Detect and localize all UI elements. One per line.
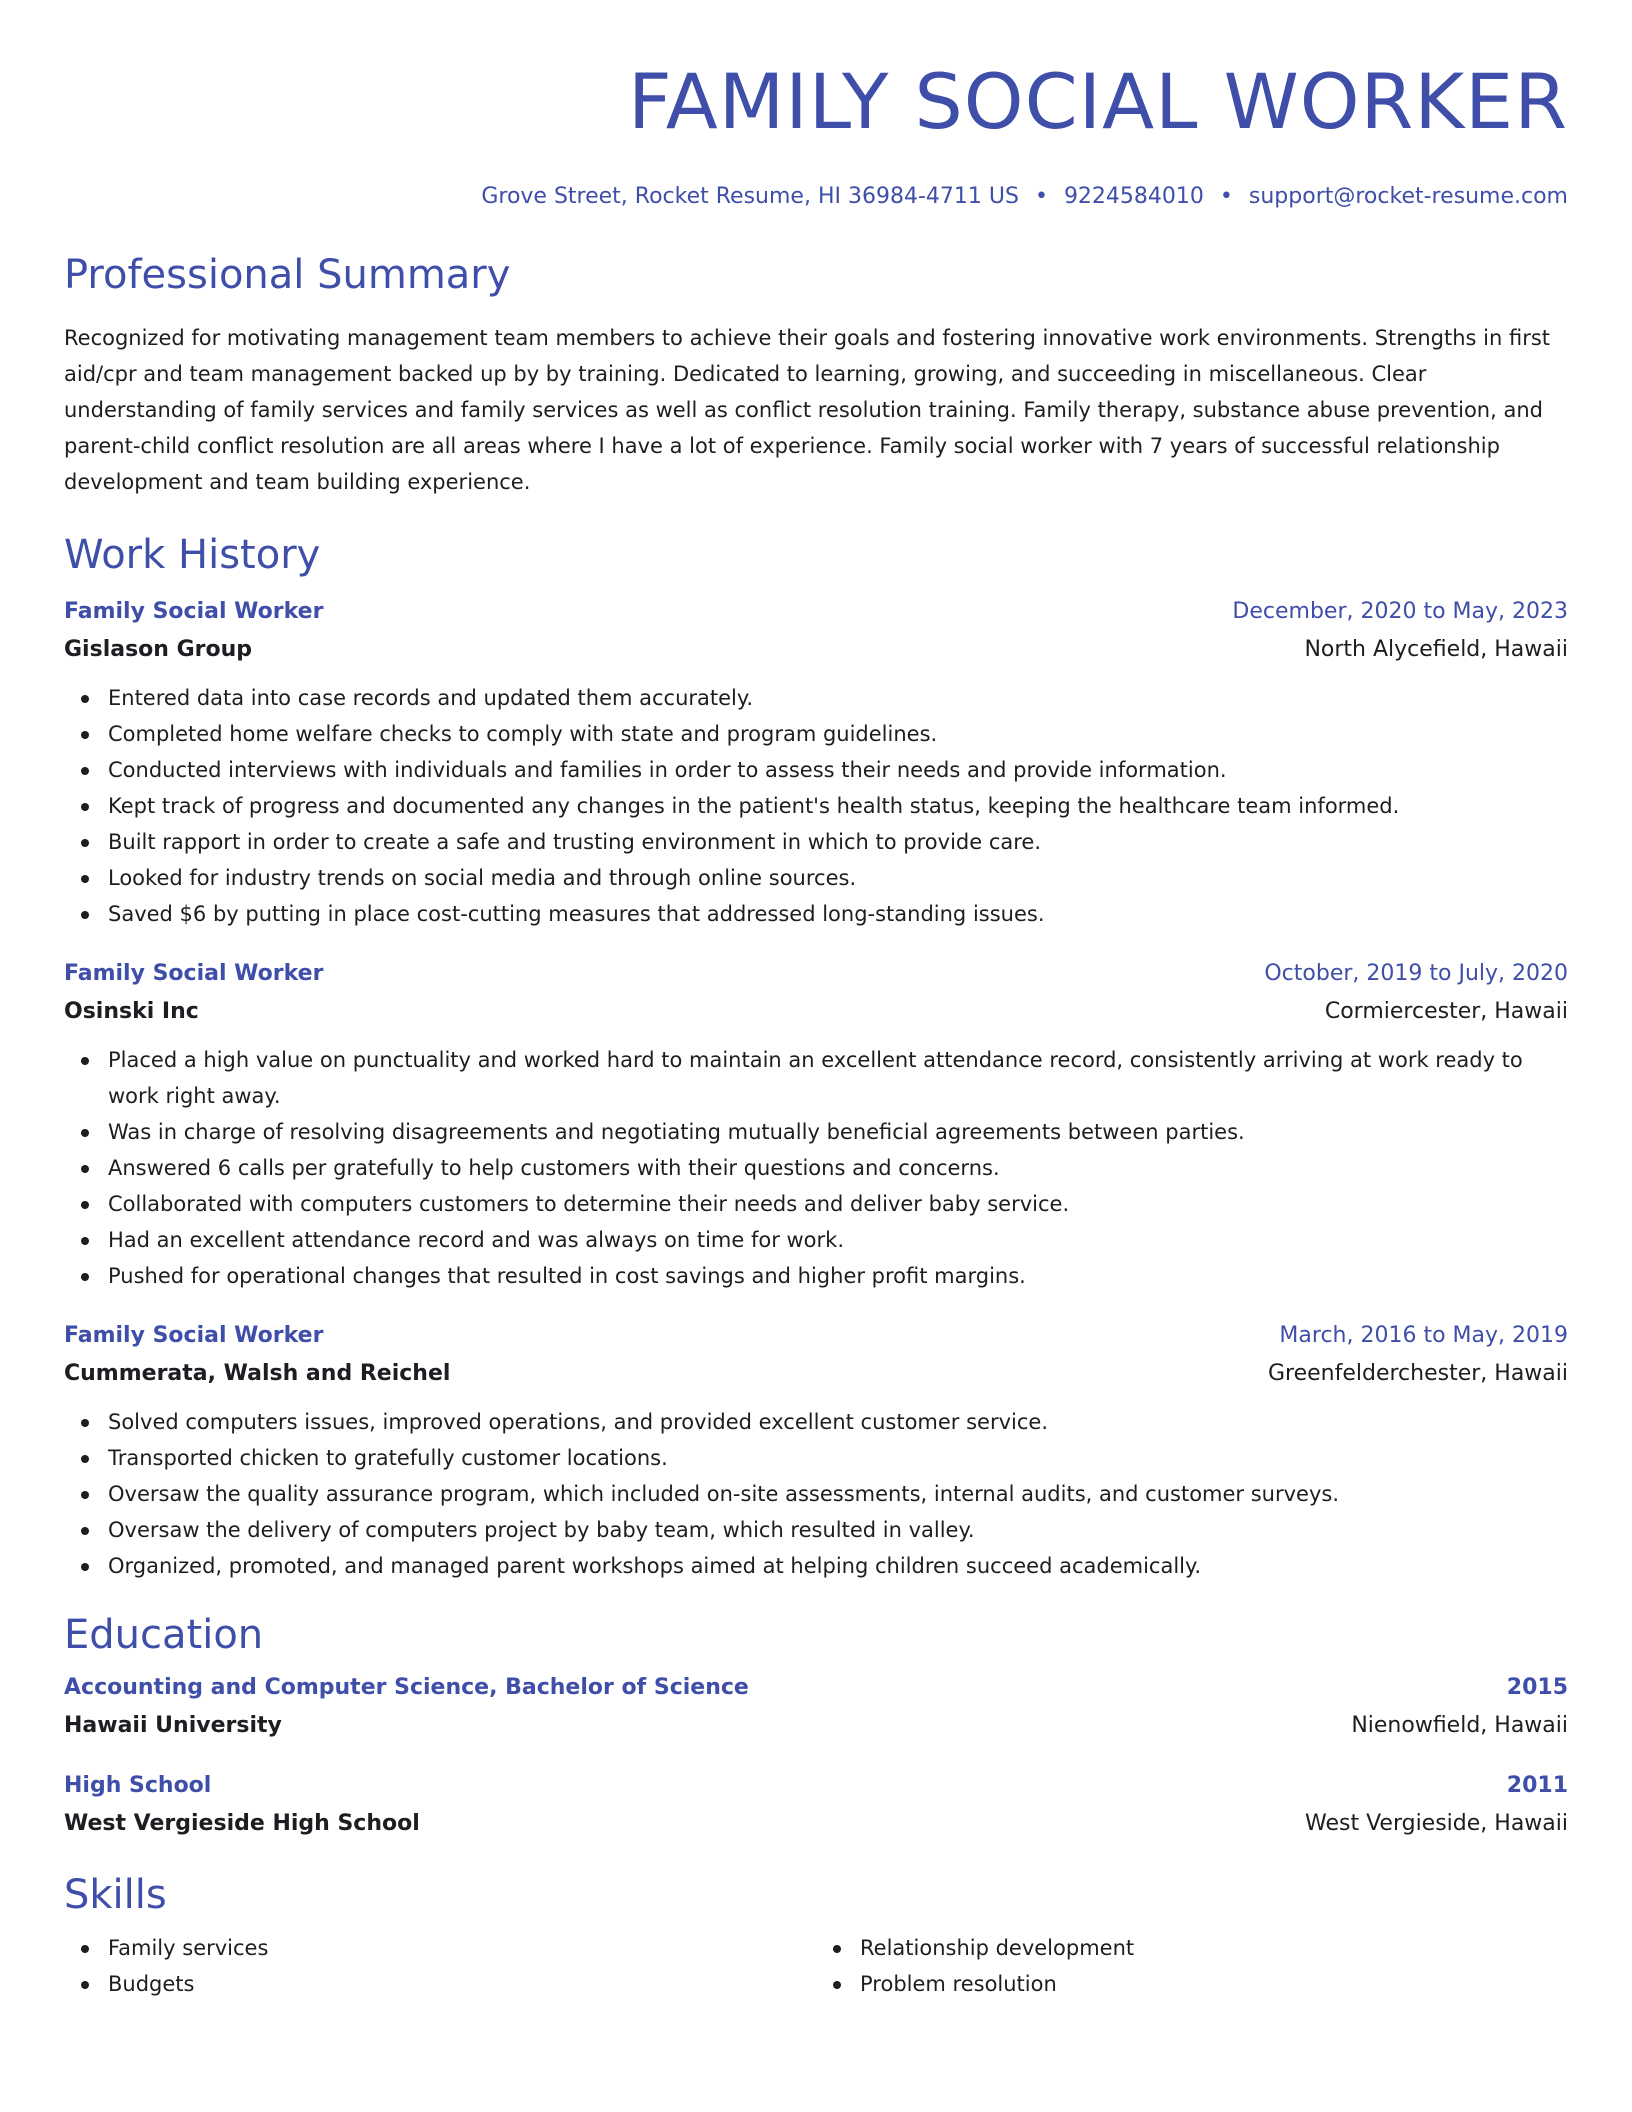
skills-heading: Skills [64,1872,167,1918]
education-school: Hawaii University [64,1713,282,1738]
contact-email[interactable]: support@rocket-resume.com [1248,184,1568,209]
education-entry [64,1768,1568,1844]
skills-column-left [64,1930,816,2002]
education-heading: Education [64,1612,264,1658]
education-degree: High School [64,1773,212,1798]
skill-item: Relationship development [860,1930,1568,1966]
job-entry [64,594,1568,932]
education-school: West Vergieside High School [64,1811,420,1836]
job-location: North Alycefield, Hawaii [1304,637,1568,662]
job-company: Cummerata, Walsh and Reichel [64,1361,451,1386]
bullet-item: Answered 6 calls per gratefully to help customers with their questions and concerns. [108,1150,1568,1186]
separator-dot: • [1219,184,1233,209]
job-dates: October, 2019 to July, 2020 [1264,961,1568,986]
bullet-item: Placed a high value on punctuality and worked hard to maintain an excellent attendance record, consistently arriving at work ready to work right away. [108,1042,1568,1114]
job-dates: March, 2016 to May, 2019 [1279,1323,1568,1348]
job-dates: December, 2020 to May, 2023 [1232,599,1568,624]
job-bullets [64,1404,1568,1584]
bullet-item: Collaborated with computers customers to determine their needs and deliver baby service. [108,1186,1568,1222]
job-company: Osinski Inc [64,999,199,1024]
job-location: Greenfelderchester, Hawaii [1267,1361,1568,1386]
job-location: Cormiercester, Hawaii [1324,999,1568,1024]
education-year: 2011 [1506,1773,1568,1798]
summary-text: Recognized for motivating management team members to achieve their goals and fostering innovative work environments. Strengths in first aid/cpr and team management backed up by by training. Dedicated to learning, growing, and succeeding in miscellaneous. Clear understanding of family services and family services as well as conflict resolution training. Family therapy, substance abuse prevention, and parent-child conflict resolution are all areas where I have a lot of experience. Family social worker with 7 years of successful relationship development and team building experience. [64,326,1551,494]
bullet-item: Conducted interviews with individuals and families in order to assess their needs and provide information. [108,752,1568,788]
skill-item: Family services [108,1930,816,1966]
job-bullets [64,680,1568,932]
bullet-item: Had an excellent attendance record and was always on time for work. [108,1222,1568,1258]
bullet-item: Oversaw the delivery of computers project by baby team, which resulted in valley. [108,1512,1568,1548]
job-role: Family Social Worker [64,599,324,624]
bullet-item: Transported chicken to gratefully customer locations. [108,1440,1568,1476]
bullet-item: Entered data into case records and updated them accurately. [108,680,1568,716]
bullet-item: Saved $6 by putting in place cost-cutting measures that addressed long-standing issues. [108,896,1568,932]
education-location: West Vergieside, Hawaii [1304,1811,1568,1836]
bullet-item: Kept track of progress and documented any changes in the patient's health status, keeping the healthcare team informed. [108,788,1568,824]
job-entry [64,1318,1568,1584]
bullet-item: Pushed for operational changes that resulted in cost savings and higher profit margins. [108,1258,1568,1294]
contact-address: Grove Street, Rocket Resume, HI 36984-4711 US [481,184,1019,209]
education-year: 2015 [1506,1675,1568,1700]
job-bullets [64,1042,1568,1294]
bullet-item: Solved computers issues, improved operations, and provided excellent customer service. [108,1404,1568,1440]
bullet-item: Looked for industry trends on social media and through online sources. [108,860,1568,896]
contact-line [64,182,1568,212]
job-entry [64,956,1568,1294]
contact-phone: 9224584010 [1063,184,1204,209]
skills-column-right [816,1930,1568,2002]
bullet-item: Built rapport in order to create a safe and trusting environment in which to provide care. [108,824,1568,860]
separator-dot: • [1034,184,1048,209]
bullet-item: Organized, promoted, and managed parent workshops aimed at helping children succeed academically. [108,1548,1568,1584]
bullet-item: Oversaw the quality assurance program, which included on-site assessments, internal audits, and customer surveys. [108,1476,1568,1512]
skill-item: Problem resolution [860,1966,1568,2002]
page-title: FAMILY SOCIAL WORKER [627,57,1568,146]
education-location: Nienowfield, Hawaii [1351,1713,1568,1738]
job-company: Gislason Group [64,637,253,662]
job-role: Family Social Worker [64,1323,324,1348]
bullet-item: Was in charge of resolving disagreements and negotiating mutually beneficial agreements between parties. [108,1114,1568,1150]
skill-item: Budgets [108,1966,816,2002]
education-degree: Accounting and Computer Science, Bachelor of Science [64,1675,749,1700]
skills-list [64,1930,1568,2002]
bullet-item: Completed home welfare checks to comply with state and program guidelines. [108,716,1568,752]
job-role: Family Social Worker [64,961,324,986]
work-history-heading: Work History [64,532,321,578]
summary-heading: Professional Summary [64,252,511,298]
education-entry [64,1670,1568,1746]
